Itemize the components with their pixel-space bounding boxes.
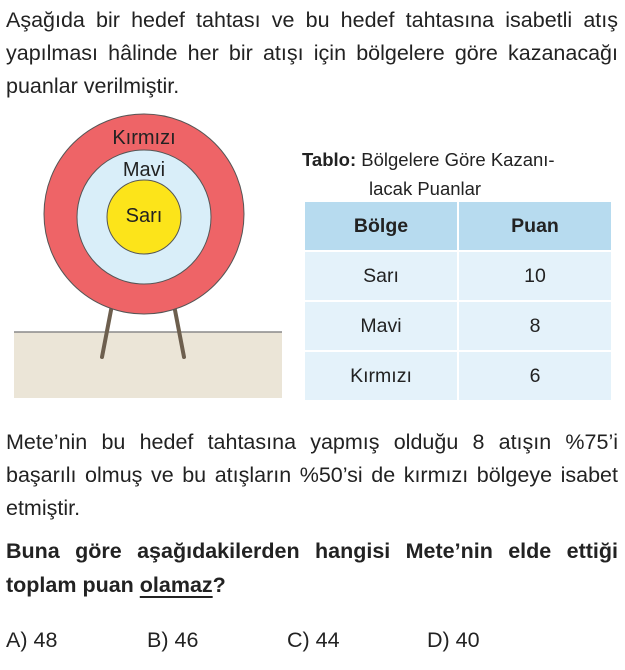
question-text <box>6 534 618 602</box>
ground-area <box>14 332 282 398</box>
region-cell: Kırmızı <box>305 350 459 400</box>
score-table <box>305 202 611 400</box>
table-caption-line1: Bölgelere Göre Kazanı- <box>361 149 555 170</box>
yellow-center-label: Sarı <box>125 205 163 227</box>
option-value: 44 <box>315 628 340 652</box>
table-caption-line2: lacak Puanlar <box>369 178 482 199</box>
table-row <box>305 300 611 350</box>
red-ring-label: Kırmızı <box>112 127 176 149</box>
region-cell: Mavi <box>305 300 459 350</box>
story-paragraph: Mete’nin bu hedef tahtasına yapmış olduğu 8 atışın %75’i başarılı olmuş ve bu atışların %50’si de kırmızı bölgeye isabet etmiştir. <box>6 430 618 520</box>
target-board <box>0 100 290 400</box>
header-region: Bölge <box>305 202 459 250</box>
header-points: Puan <box>459 202 611 250</box>
question-text-before: Buna göre aşağıdakilerden hangisi Mete’nin elde ettiği toplam puan <box>6 539 618 597</box>
option-letter: B) <box>147 628 169 652</box>
option-letter: A) <box>6 628 28 652</box>
option-b[interactable] <box>147 625 198 655</box>
intro-paragraph: Aşağıda bir hedef tahtası ve bu hedef tahtasına isabetli atış yapılması hâlinde her bir atışı için bölgelere göre kazanacağı puanlar verilmiştir. <box>6 8 618 98</box>
table-header-row <box>305 202 611 250</box>
option-d[interactable] <box>427 625 480 655</box>
points-cell: 10 <box>459 250 611 300</box>
option-letter: C) <box>287 628 310 652</box>
option-value: 46 <box>174 628 199 652</box>
question-mark: ? <box>212 573 226 597</box>
region-cell: Sarı <box>305 250 459 300</box>
table-row <box>305 350 611 400</box>
question-underlined-word: olamaz <box>139 573 213 597</box>
points-cell: 8 <box>459 300 611 350</box>
blue-ring-label: Mavi <box>122 159 166 181</box>
option-value: 48 <box>33 628 58 652</box>
option-a[interactable] <box>6 625 57 655</box>
table-caption-label: Tablo: <box>302 149 357 170</box>
table-caption <box>302 145 620 203</box>
option-c[interactable] <box>287 625 340 655</box>
option-letter: D) <box>427 628 450 652</box>
table-row <box>305 250 611 300</box>
option-value: 40 <box>455 628 480 652</box>
points-cell: 6 <box>459 350 611 400</box>
